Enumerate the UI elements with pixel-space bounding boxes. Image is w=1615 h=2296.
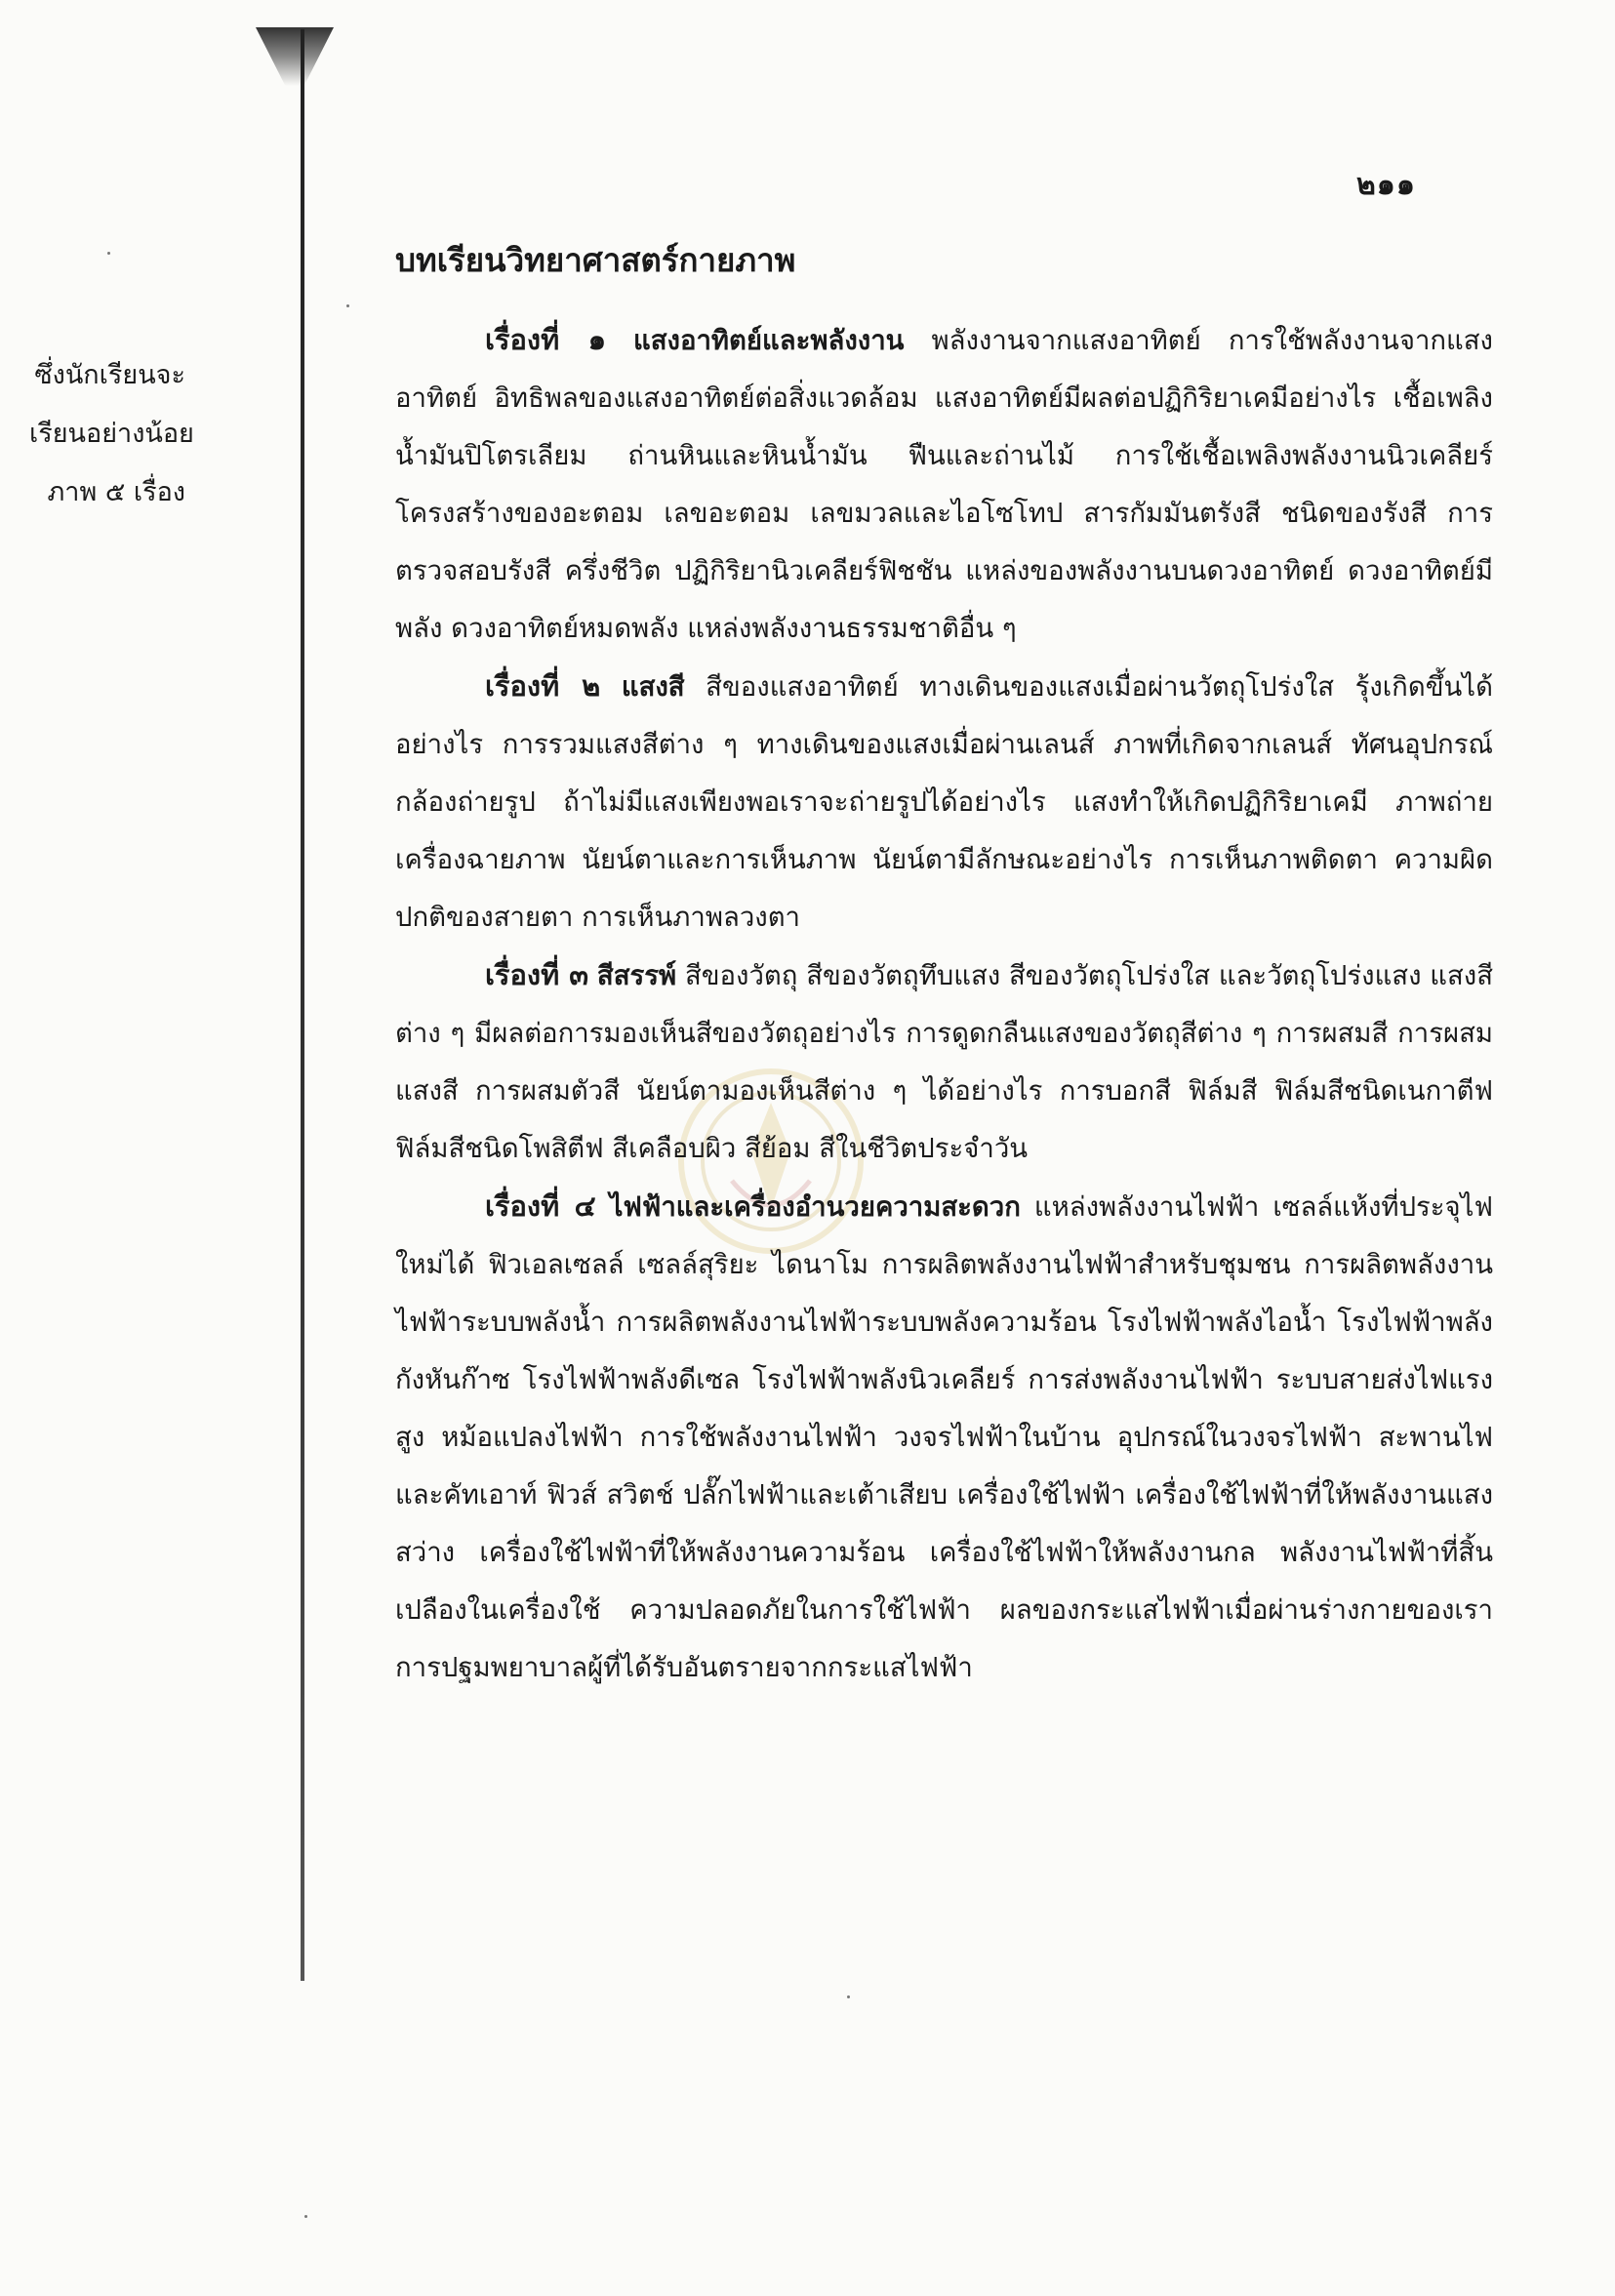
section-body: สีของแสงอาทิตย์ ทางเดินของแสงเมื่อผ่านวัตถุโปร่งใส รุ้งเกิดขึ้นได้อย่างไร การรวมแสงสีต่าง ๆ ทางเดินของแสงเมื่อผ่านเลนส์ ภาพที่เกิดจากเลนส์ ทัศนอุปกรณ์ กล้องถ่ายรูป ถ้าไม่มีแสงเพียงพอเราจะถ่ายรูปได้อย่างไร แสงทำให้เกิดปฏิกิริยาเคมี ภาพถ่าย เครื่องฉายภาพ นัยน์ตาและการเห็นภาพ นัยน์ตามีลักษณะอย่างไร การเห็นภาพติดตา ความผิดปกติของสายตา การเห็นภาพลวงตา	[395, 671, 1493, 933]
section-label: เรื่องที่ ๑	[485, 323, 606, 356]
binding-line	[301, 29, 304, 1981]
section-topic: แสงอาทิตย์และพลังงาน	[633, 325, 905, 356]
section-body: แหล่งพลังงานไฟฟ้า เซลล์แห้งที่ประจุไฟใหม่ได้ ฟิวเอลเซลล์ เซลล์สุริยะ ไดนาโม การผลิตพลังงานไฟฟ้าสำหรับชุมชน การผลิตพลังงานไฟฟ้าระบบพลังน้ำ การผลิตพลังงานไฟฟ้าระบบพลังความร้อน โรงไฟฟ้าพลังไอน้ำ โรงไฟฟ้าพลังกังหันก๊าซ โรงไฟฟ้าพลังดีเซล โรงไฟฟ้าพลังนิวเคลียร์ การส่งพลังงานไฟฟ้า ระบบสายส่งไฟแรงสูง หม้อแปลงไฟฟ้า การใช้พลังงานไฟฟ้า วงจรไฟฟ้าในบ้าน อุปกรณ์ในวงจรไฟฟ้า สะพานไฟและคัทเอาท์ ฟิวส์ สวิตช์ ปลั๊กไฟฟ้าและเต้าเสียบ เครื่องใช้ไฟฟ้า เครื่องใช้ไฟฟ้าที่ให้พลังงานแสงสว่าง เครื่องใช้ไฟฟ้าที่ให้พลังงานความร้อน เครื่องใช้ไฟฟ้าให้พลังงานกล พลังงานไฟฟ้าที่สิ้นเปลืองในเครื่องใช้ ความปลอดภัยในการใช้ไฟฟ้า ผลของกระแสไฟฟ้าเมื่อผ่านร่างกายของเรา การปฐมพยาบาลผู้ที่ได้รับอันตรายจากกระแสไฟฟ้า	[395, 1191, 1493, 1683]
margin-note-line: ซึ่งนักเรียนจะ	[34, 360, 185, 390]
page-number: ๒๑๑	[1356, 168, 1416, 202]
section-label: เรื่องที่ ๒	[485, 669, 601, 703]
scan-speck	[847, 1995, 850, 1998]
page-title: บทเรียนวิทยาศาสตร์กายภาพ	[395, 241, 796, 279]
margin-note-line: เรียนอย่างน้อย	[29, 419, 194, 449]
section-2	[395, 658, 1493, 947]
section-1	[395, 311, 1493, 658]
section-body: สีของวัตถุ สีของวัตถุทึบแสง สีของวัตถุโปร่งใส และวัตถุโปร่งแสง แสงสีต่าง ๆ มีผลต่อการมองเห็นสีของวัตถุอย่างไร การดูดกลืนแสงของวัตถุสีต่าง ๆ การผสมสี การผสมแสงสี การผสมตัวสี นัยน์ตามองเห็นสีต่าง ๆ ได้อย่างไร การบอกสี ฟิล์มสี ฟิล์มสีชนิดเนกาตีฟ ฟิล์มสีชนิดโพสิตีฟ สีเคลือบผิว สีย้อม สีในชีวิตประจำวัน	[395, 960, 1494, 1164]
margin-note-line: ภาพ ๕ เรื่อง	[47, 477, 185, 507]
margin-note	[29, 346, 194, 522]
section-label: เรื่องที่ ๓	[485, 958, 589, 991]
section-topic: แสงสี	[621, 671, 685, 703]
section-3	[395, 947, 1493, 1178]
document-body	[395, 239, 1493, 1697]
section-topic: ไฟฟ้าและเครื่องอำนวยความสะดวก	[609, 1191, 1021, 1223]
section-4	[395, 1178, 1493, 1697]
scan-speck	[346, 304, 349, 307]
binding-shadow	[256, 27, 334, 86]
section-body: พลังงานจากแสงอาทิตย์ การใช้พลังงานจากแสงอาทิตย์ อิทธิพลของแสงอาทิตย์ต่อสิ่งแวดล้อม แสงอาทิตย์มีผลต่อปฏิกิริยาเคมีอย่างไร เชื้อเพลิง น้ำมันปิโตรเลียม ถ่านหินและหินน้ำมัน ฟืนและถ่านไม้ การใช้เชื้อเพลิงพลังงานนิวเคลียร์ โครงสร้างของอะตอม เลขอะตอม เลขมวลและไอโซโทป สารกัมมันตรังสี ชนิดของรังสี การตรวจสอบรังสี ครึ่งชีวิต ปฏิกิริยานิวเคลียร์ฟิชชัน แหล่งของพลังงานบนดวงอาทิตย์ ดวงอาทิตย์มีพลัง ดวงอาทิตย์หมดพลัง แหล่งพลังงานธรรมชาติอื่น ๆ	[395, 325, 1493, 644]
section-topic: สีสรรพ์	[596, 960, 677, 991]
section-label: เรื่องที่ ๔	[485, 1189, 596, 1223]
scan-speck	[107, 252, 110, 255]
scan-speck	[304, 2215, 307, 2218]
